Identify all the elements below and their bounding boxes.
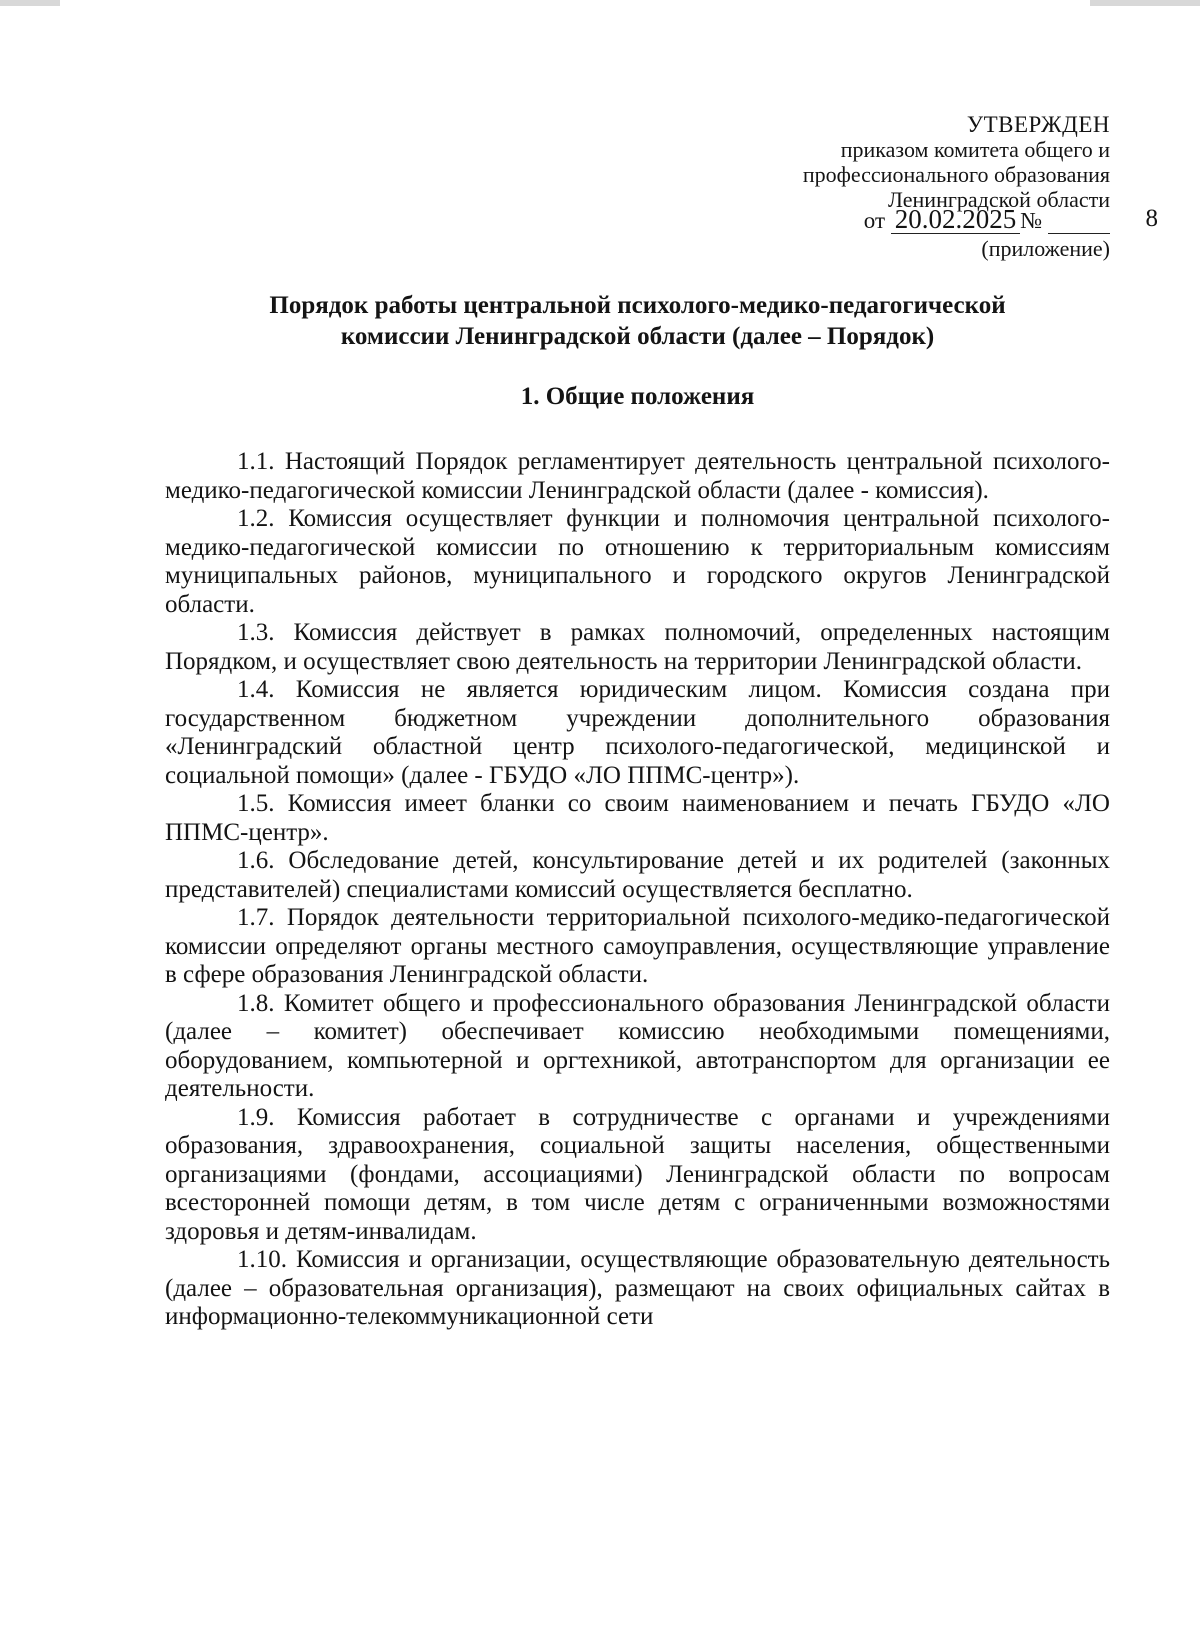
paragraph-1-10: 1.10. Комиссия и организации, осуществляющие образовательную деятельность (далее – образовательная организация), размещают на своих официальных сайтах в информационно-телекоммуникационной сети <box>165 1246 1110 1330</box>
approval-heading: УТВЕРЖДЕН <box>966 112 1110 137</box>
paragraph-1-4: 1.4. Комиссия не является юридическим лицом. Комиссия создана при государственном бюджетном учреждении дополнительного образования «Ленинградский областной центр психолого-педагогической, медицинской и социальной помощи» (далее - ГБУДО «ЛО ППМС-центр»). <box>165 676 1110 789</box>
approval-stamp-block <box>750 112 1110 212</box>
paragraph-1-8: 1.8. Комитет общего и профессионального образования Ленинградской области (далее – комитет) обеспечивает комиссию необходимыми помещениями, оборудованием, компьютерной и оргтехникой, автотранспортом для организации ее деятельности. <box>165 989 1110 1102</box>
approval-line-2: профессионального образования <box>802 162 1110 187</box>
page-number: 8 <box>1145 205 1158 232</box>
number-blank <box>1048 211 1110 234</box>
approval-line-3: Ленинградской области <box>888 187 1110 212</box>
document-title-line-1: Порядок работы центральной психолого-медико-педагогической <box>269 292 1006 319</box>
paragraph-1-2: 1.2. Комиссия осуществляет функции и полномочия центральной психолого-медико-педагогической комиссии по отношению к территориальным комиссиям муниципальных районов, муниципального и городского округов Ленинградской области. <box>165 505 1110 618</box>
section-heading: 1. Общие положения <box>520 383 755 410</box>
scan-edge-left <box>0 0 60 6</box>
date-prefix: от <box>863 208 886 233</box>
document-title <box>165 290 1110 352</box>
paragraph-1-1: 1.1. Настоящий Порядок регламентирует деятельность центральной психолого-медико-педагогической комиссии Ленинградской области (далее - комиссия). <box>165 448 1110 504</box>
paragraph-1-5: 1.5. Комиссия имеет бланки со своим наименованием и печать ГБУДО «ЛО ППМС-центр». <box>165 790 1110 846</box>
document-body <box>165 448 1110 1332</box>
document-title-line-2: комиссии Ленинградской области (далее – Порядок) <box>340 323 935 350</box>
approval-line-1: приказом комитета общего и <box>840 137 1110 162</box>
paragraph-1-7: 1.7. Порядок деятельности территориальной психолого-медико-педагогической комиссии определяют органы местного самоуправления, осуществляющие управление в сфере образования Ленинградской области. <box>165 904 1110 988</box>
approval-date: 20.02.2025 <box>891 205 1021 234</box>
paragraph-1-6: 1.6. Обследование детей, консультирование детей и их родителей (законных представителей) специалистами комиссий осуществляется бесплатно. <box>165 847 1110 903</box>
approval-date-line <box>864 205 1110 234</box>
paragraph-1-9: 1.9. Комиссия работает в сотрудничестве с органами и учреждениями образования, здравоохранения, социальной защиты населения, общественными организациями (фондами, ассоциациями) Ленинградской области по вопросам всесторонней помощи детям, в том числе детям с ограниченными возможностями здоровья и детям-инвалидам. <box>165 1103 1110 1245</box>
paragraph-1-3: 1.3. Комиссия действует в рамках полномочий, определенных настоящим Порядком, и осуществляет свою деятельность на территории Ленинградской области. <box>165 619 1110 675</box>
number-label: № <box>1020 208 1043 233</box>
annex-label: (приложение) <box>981 236 1110 261</box>
scan-edge-right <box>1090 0 1200 6</box>
